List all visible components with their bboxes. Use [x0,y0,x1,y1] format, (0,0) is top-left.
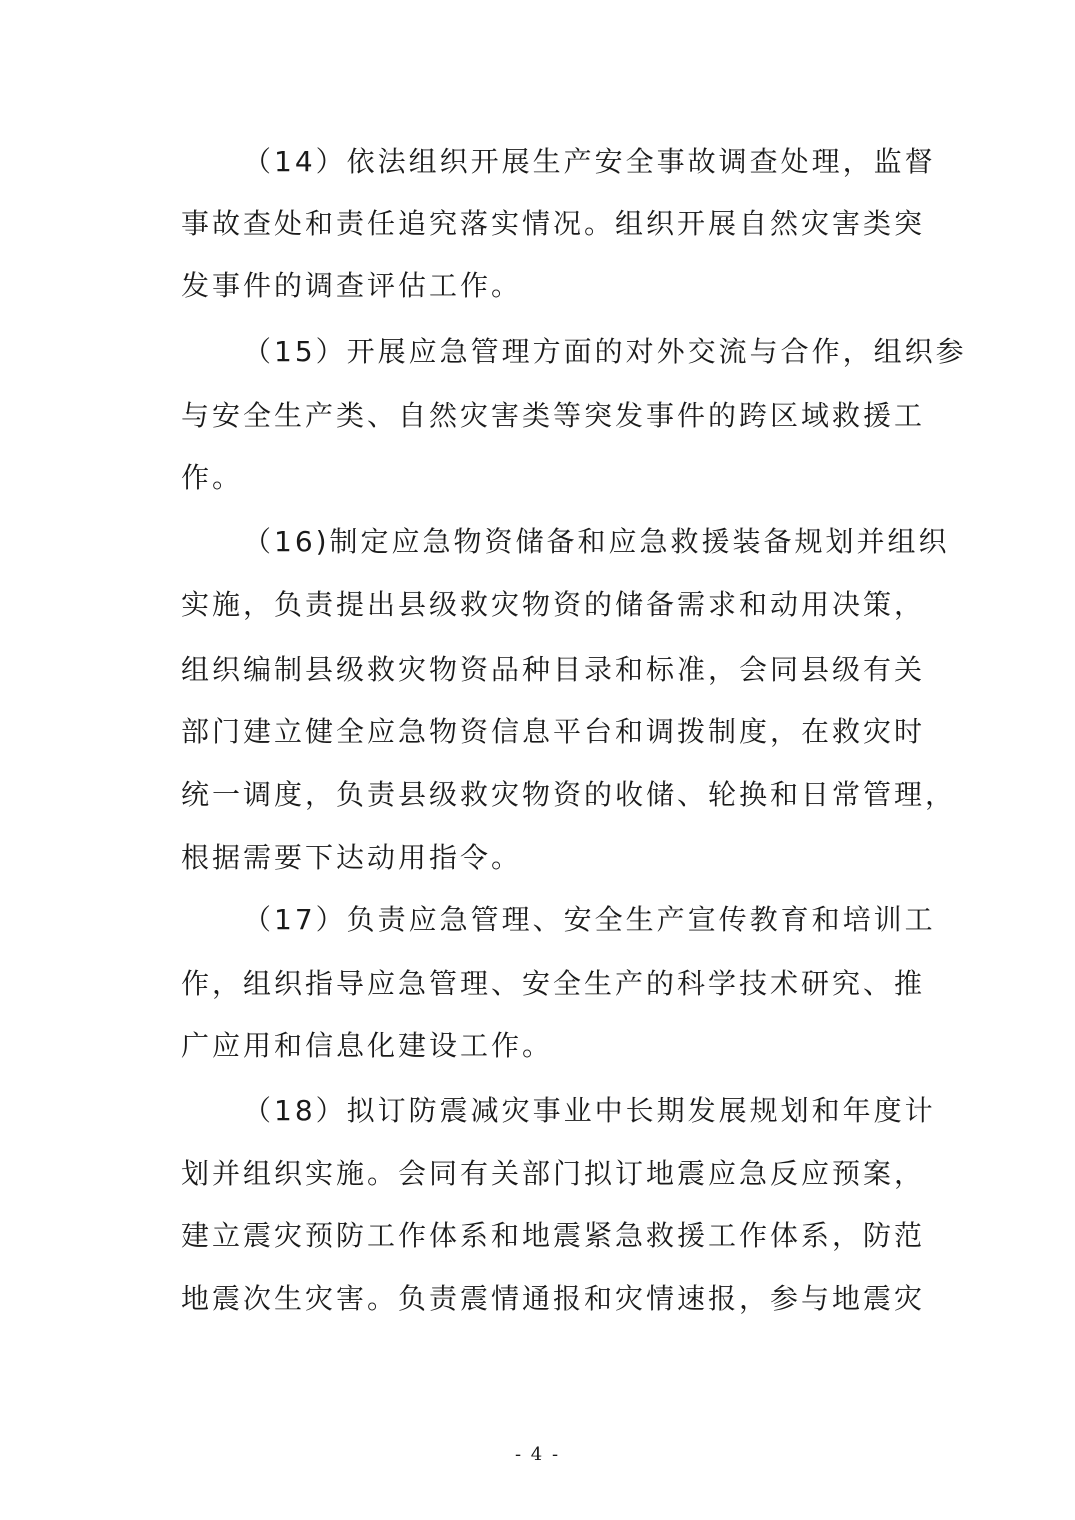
page-number: - 4 - [514,1444,561,1465]
paragraph-14-line-2: 事故查处和责任追究落实情况。组织开展自然灾害类突 [181,207,926,240]
paragraph-15-line-3: 作。 [181,461,244,494]
paragraph-14-line-1: （14）依法组织开展生产安全事故调查处理，监督 [243,145,936,178]
paragraph-14-line-3: 发事件的调查评估工作。 [181,269,523,302]
paragraph-17-line-2: 作，组织指导应急管理、安全生产的科学技术研究、推 [181,967,926,1000]
paragraph-16-line-4: 部门建立健全应急物资信息平台和调拨制度，在救灾时 [181,715,926,748]
paragraph-18-line-3: 建立震灾预防工作体系和地震紧急救援工作体系，防范 [181,1219,926,1252]
paragraph-16-line-6: 根据需要下达动用指令。 [181,841,523,874]
paragraph-15-line-1: （15）开展应急管理方面的对外交流与合作，组织参 [243,335,967,368]
paragraph-16-line-5: 统一调度，负责县级救灾物资的收储、轮换和日常管理， [181,778,957,811]
paragraph-18-line-4: 地震次生灾害。负责震情通报和灾情速报，参与地震灾 [181,1282,926,1315]
paragraph-18-line-2: 划并组织实施。会同有关部门拟订地震应急反应预案， [181,1157,926,1190]
paragraph-17-line-1: （17）负责应急管理、安全生产宣传教育和培训工 [243,903,936,936]
paragraph-16-line-3: 组织编制县级救灾物资品种目录和标准，会同县级有关 [181,653,926,686]
paragraph-16-line-1: （16)制定应急物资储备和应急救援装备规划并组织 [243,525,950,558]
paragraph-15-line-2: 与安全生产类、自然灾害类等突发事件的跨区域救援工 [181,399,926,432]
paragraph-17-line-3: 广应用和信息化建设工作。 [181,1029,554,1062]
paragraph-16-line-2: 实施，负责提出县级救灾物资的储备需求和动用决策， [181,588,926,621]
paragraph-18-line-1: （18）拟订防震减灾事业中长期发展规划和年度计 [243,1094,936,1127]
